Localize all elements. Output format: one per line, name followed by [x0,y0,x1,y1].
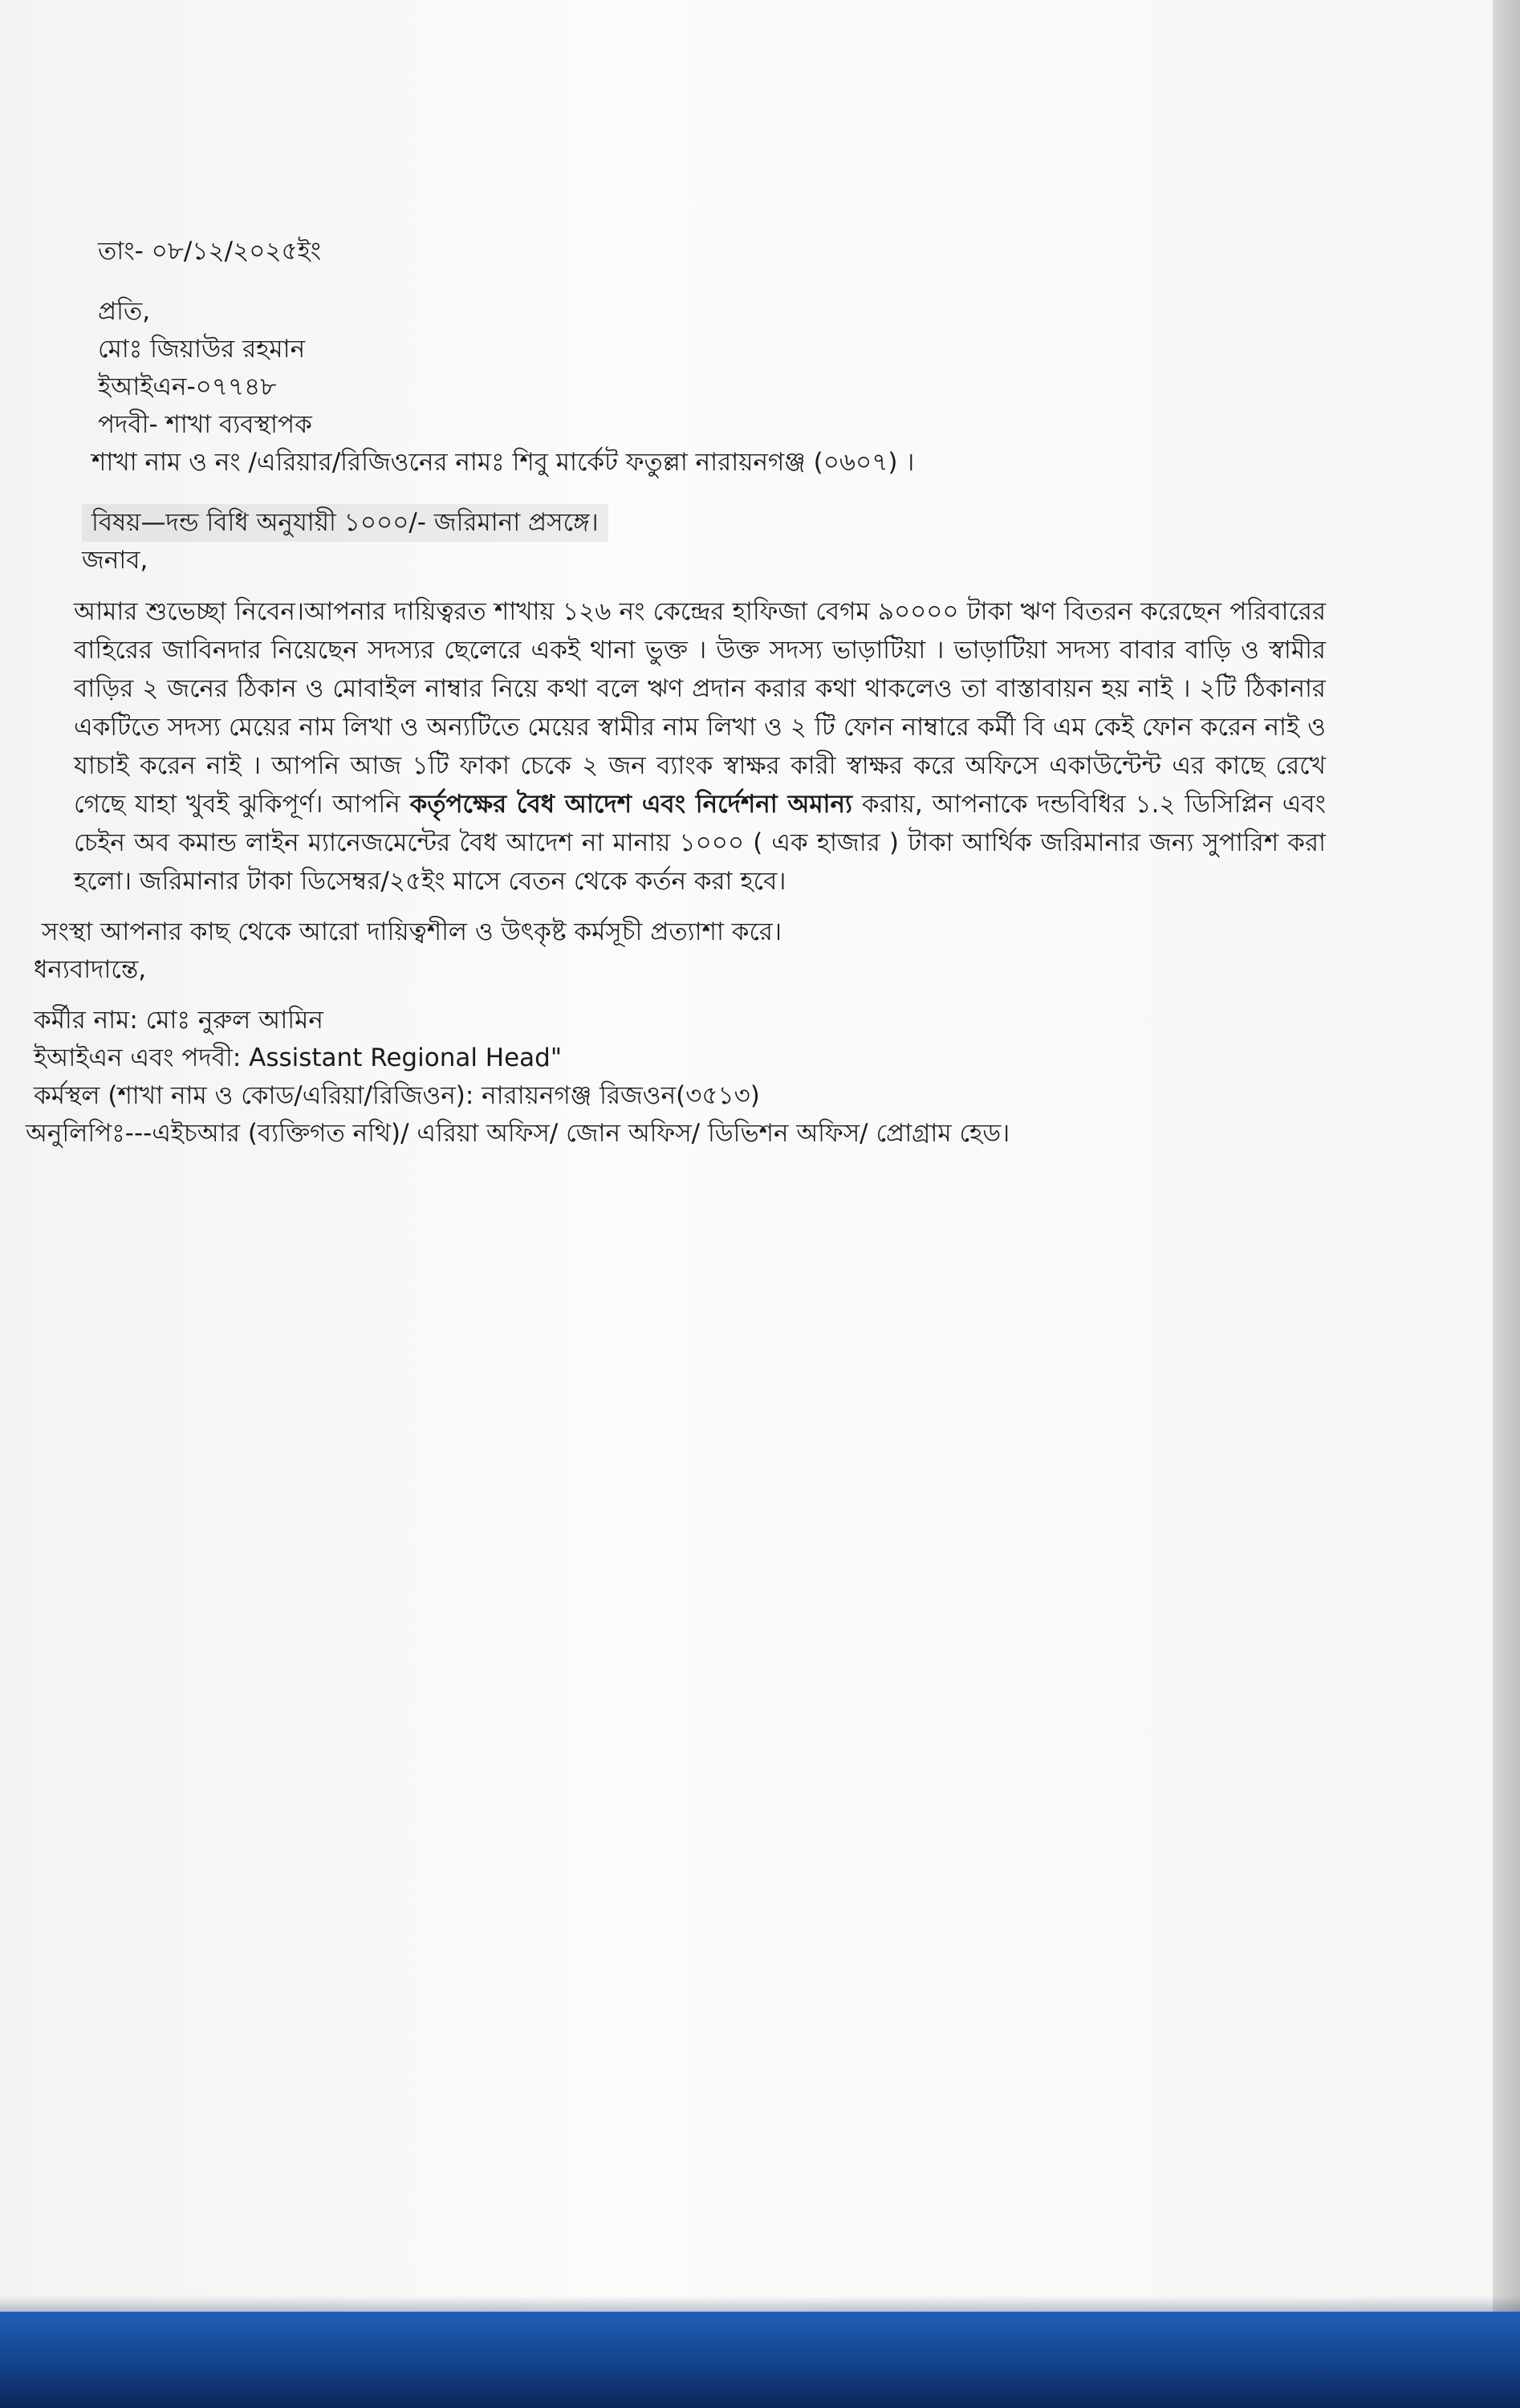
letter-date: তাং- ০৮/১২/২০২৫ইং [98,237,322,266]
background-surface [0,2312,1520,2408]
to-label: প্রতি, [98,297,151,326]
subject-line: বিষয়—দন্ড বিধি অনুযায়ী ১০০০/- জরিমানা প্রসঙ্গে। [82,504,608,542]
sender-ein-designation: ইআইএন এবং পদবী: Assistant Regional Head" [34,1043,563,1072]
letter [26,233,1326,1153]
expectation-line: সংস্থা আপনার কাছ থেকে আরো দায়িত্বশীল ও উৎকৃষ্ট কর্মসূচী প্রত্যাশা করে। [42,917,782,946]
body-text-emphasis: কর্তৃপক্ষের বৈধ আদেশ এবং নির্দেশনা অমান্য [409,790,853,819]
salutation: জনাব, [82,546,148,575]
recipient-ein: ইআইএন-০৭৭৪৮ [98,372,277,401]
sender-name: কর্মীর নাম: মোঃ নুরুল আমিন [34,1006,323,1035]
recipient-branch: শাখা নাম ও নং /এরিয়ার/রিজিওনের নামঃ শিবু মার্কেট ফতুল্লা নারায়নগঞ্জ (০৬০৭) । [91,448,915,477]
copy-to: অনুলিপিঃ---এইচআর (ব্যক্তিগত নথি)/ এরিয়া অফিস/ জোন অফিস/ ডিভিশন অফিস/ প্রোগ্রাম হেড। [26,1119,1010,1148]
recipient-designation: পদবী- শাখা ব্যবস্থাপক [98,410,312,439]
sender-workplace: কর্মস্থল (শাখা নাম ও কোড/এরিয়া/রিজিওন): নারায়নগঞ্জ রিজওন(৩৫১৩) [34,1081,760,1110]
body-text-part2: করায়, আপনাকে দন্ডবিধির ১.২ ডিসিপ্লিন এবং চেইন অব কমান্ড লাইন ম্যানেজমেন্টের বৈধ আদেশ না মানায় ১০০০ ( এক হাজার ) টাকা আর্থিক জরিমানার জন্য সুপারিশ করা হলো। জরিমানার টাকা ডিসেম্বর/২৫ইং মাসে বেতন থেকে কর্তন করা হবে। [74,790,1326,896]
page-edge [1493,0,1520,2312]
recipient-name: মোঃ জিয়াউর রহমান [98,335,306,364]
letter-body [74,592,1326,901]
body-text-part1: আমার শুভেচ্ছা নিবেন।আপনার দায়িত্বরত শাখায় ১২৬ নং কেন্দ্রের হাফিজা বেগম ৯০০০০ টাকা ঋণ বিতরন করেছেন পরিবারের বাহিরের জাবিনদার নিয়েছেন সদস্যর ছেলেরে একই থানা ভুক্ত । উক্ত সদস্য ভাড়াটিয়া । ভাড়াটিয়া সদস্য বাবার বাড়ি ও স্বামীর বাড়ির ২ জনের ঠিকান ও মোবাইল নাম্বার নিয়ে কথা বলে ঋণ প্রদান করার কথা থাকলেও তা বাস্তাবায়ন হয় নাই । ২টি ঠিকানার একটিতে সদস্য মেয়ের নাম লিখা ও অন্যটিতে মেয়ের স্বামীর নাম লিখা ও ২ টি ফোন নাম্বারে কর্মী বি এম কেই ফোন করেন নাই ও যাচাই করেন নাই । আপনি আজ ১টি ফাকা চেকে ২ জন ব্যাংক স্বাক্ষর কারী স্বাক্ষর করে অফিসে একাউন্টেন্ট এর কাছে রেখে গেছে যাহা খুবই ঝুকিপূর্ণ। আপনি [74,597,1326,819]
closing-line: ধন্যবাদান্তে, [34,955,147,984]
